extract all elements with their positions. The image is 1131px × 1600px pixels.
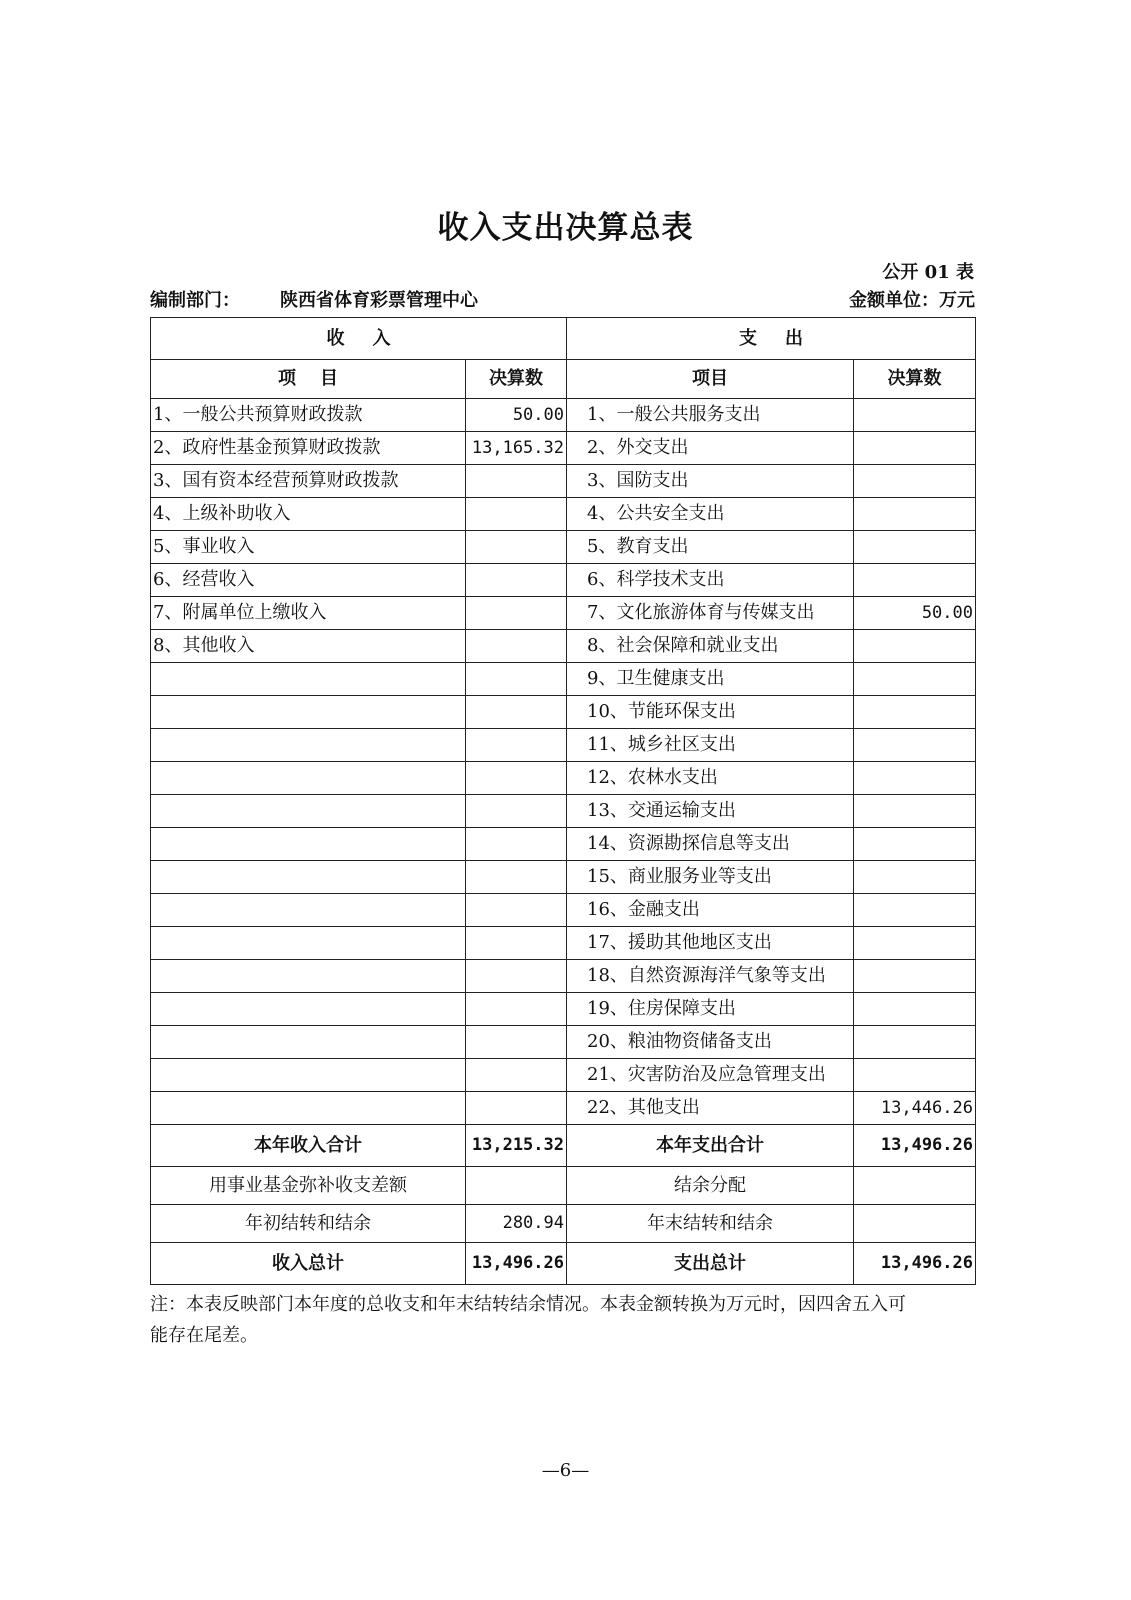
income-item-cell <box>151 729 466 762</box>
income-amount-cell <box>466 1059 567 1092</box>
year-income-total-value: 13,215.32 <box>466 1125 567 1167</box>
fund-label: 用事业基金弥补收支差额 <box>151 1167 466 1205</box>
expense-item-cell: 17、援助其他地区支出 <box>567 927 854 960</box>
amount-unit: 金额单位：万元 <box>849 290 975 311</box>
income-amount-cell <box>466 531 567 564</box>
income-amount-cell <box>466 729 567 762</box>
column-header-row <box>151 360 976 399</box>
income-item-cell: 3、国有资本经营预算财政拨款 <box>151 465 466 498</box>
table-row <box>151 1092 976 1125</box>
year-income-total-label: 本年收入合计 <box>151 1125 466 1167</box>
income-item-cell <box>151 1092 466 1125</box>
expense-amount-cell <box>854 894 976 927</box>
income-amount-cell: 50.00 <box>466 399 567 432</box>
expense-item-cell: 7、文化旅游体育与传媒支出 <box>567 597 854 630</box>
income-item-cell <box>151 1059 466 1092</box>
table-row <box>151 663 976 696</box>
table-row <box>151 927 976 960</box>
income-amount-cell: 13,165.32 <box>466 432 567 465</box>
expense-item-cell: 3、国防支出 <box>567 465 854 498</box>
income-item-cell: 1、一般公共预算财政拨款 <box>151 399 466 432</box>
expense-item-cell: 4、公共安全支出 <box>567 498 854 531</box>
expense-amount-cell <box>854 696 976 729</box>
income-expense-table <box>150 317 976 1285</box>
income-amount-cell <box>466 696 567 729</box>
expense-item-cell: 8、社会保障和就业支出 <box>567 630 854 663</box>
expense-item-cell: 9、卫生健康支出 <box>567 663 854 696</box>
footnote-line: 注：本表反映部门本年度的总收支和年末结转结余情况。本表金额转换为万元时，因四舍五入可 <box>150 1294 906 1315</box>
expense-amount-cell <box>854 993 976 1026</box>
expense-item-header: 项目 <box>567 360 854 399</box>
surplus-value <box>854 1167 976 1205</box>
expense-amount-cell <box>854 927 976 960</box>
table-row <box>151 498 976 531</box>
income-item-cell <box>151 795 466 828</box>
income-amount-cell <box>466 960 567 993</box>
income-amount-cell <box>466 927 567 960</box>
table-row <box>151 399 976 432</box>
fund-value <box>466 1167 567 1205</box>
income-item-cell: 8、其他收入 <box>151 630 466 663</box>
expense-item-cell: 22、其他支出 <box>567 1092 854 1125</box>
income-amount-cell <box>466 1026 567 1059</box>
table-row <box>151 795 976 828</box>
end-carryover-label: 年末结转和结余 <box>567 1205 854 1243</box>
income-amount-cell <box>466 564 567 597</box>
income-amount-cell <box>466 894 567 927</box>
income-amount-cell <box>466 1092 567 1125</box>
expense-item-cell: 1、一般公共服务支出 <box>567 399 854 432</box>
expense-amount-cell <box>854 630 976 663</box>
carryover-row <box>151 1205 976 1243</box>
table-row <box>151 762 976 795</box>
department-label: 编制部门： <box>150 290 240 311</box>
expense-amount-cell <box>854 465 976 498</box>
table-row <box>151 993 976 1026</box>
income-item-cell: 2、政府性基金预算财政拨款 <box>151 432 466 465</box>
table-row <box>151 696 976 729</box>
expense-grand-total-label: 支出总计 <box>567 1243 854 1285</box>
begin-carryover-value: 280.94 <box>466 1205 567 1243</box>
report-meta <box>150 286 975 312</box>
expense-grand-total-value: 13,496.26 <box>854 1243 976 1285</box>
expense-item-cell: 6、科学技术支出 <box>567 564 854 597</box>
expense-item-cell: 10、节能环保支出 <box>567 696 854 729</box>
income-amount-cell <box>466 762 567 795</box>
expense-item-cell: 15、商业服务业等支出 <box>567 861 854 894</box>
expense-amount-cell <box>854 960 976 993</box>
table-row <box>151 729 976 762</box>
income-amount-header: 决算数 <box>466 360 567 399</box>
table-row <box>151 597 976 630</box>
table-row <box>151 630 976 663</box>
income-item-header: 项目 <box>151 360 466 399</box>
table-row <box>151 465 976 498</box>
section-header-row <box>151 318 976 360</box>
income-item-cell <box>151 993 466 1026</box>
grand-total-row <box>151 1243 976 1285</box>
expense-item-cell: 16、金融支出 <box>567 894 854 927</box>
expense-item-cell: 11、城乡社区支出 <box>567 729 854 762</box>
expense-amount-cell <box>854 399 976 432</box>
expense-item-cell: 5、教育支出 <box>567 531 854 564</box>
income-amount-cell <box>466 993 567 1026</box>
table-row <box>151 564 976 597</box>
year-total-row <box>151 1125 976 1167</box>
expense-item-cell: 18、自然资源海洋气象等支出 <box>567 960 854 993</box>
expense-amount-cell <box>854 762 976 795</box>
surplus-label: 结余分配 <box>567 1167 854 1205</box>
expense-amount-cell <box>854 663 976 696</box>
table-row <box>151 960 976 993</box>
expense-item-cell: 21、灾害防治及应急管理支出 <box>567 1059 854 1092</box>
form-number: 公开 01 表 <box>882 262 974 283</box>
income-amount-cell <box>466 465 567 498</box>
expense-amount-cell <box>854 861 976 894</box>
expense-section-header: 支出 <box>567 318 976 360</box>
begin-carryover-label: 年初结转和结余 <box>151 1205 466 1243</box>
table-row <box>151 828 976 861</box>
expense-amount-header: 决算数 <box>854 360 976 399</box>
footnote-line: 能存在尾差。 <box>150 1325 258 1346</box>
expense-amount-cell <box>854 564 976 597</box>
income-amount-cell <box>466 828 567 861</box>
income-item-cell <box>151 861 466 894</box>
fund-row <box>151 1167 976 1205</box>
income-item-cell <box>151 894 466 927</box>
expense-amount-cell: 13,446.26 <box>854 1092 976 1125</box>
expense-amount-cell <box>854 828 976 861</box>
table-row <box>151 861 976 894</box>
expense-amount-cell <box>854 795 976 828</box>
income-amount-cell <box>466 663 567 696</box>
expense-item-cell: 13、交通运输支出 <box>567 795 854 828</box>
expense-item-cell: 14、资源勘探信息等支出 <box>567 828 854 861</box>
income-item-cell: 7、附属单位上缴收入 <box>151 597 466 630</box>
expense-item-cell: 20、粮油物资储备支出 <box>567 1026 854 1059</box>
expense-amount-cell <box>854 432 976 465</box>
page-number: —6— <box>541 1460 590 1481</box>
income-section-header: 收入 <box>151 318 567 360</box>
income-amount-cell <box>466 498 567 531</box>
table-row <box>151 432 976 465</box>
income-amount-cell <box>466 597 567 630</box>
end-carryover-value <box>854 1205 976 1243</box>
income-item-cell: 4、上级补助收入 <box>151 498 466 531</box>
income-item-cell: 6、经营收入 <box>151 564 466 597</box>
income-amount-cell <box>466 861 567 894</box>
expense-amount-cell <box>854 729 976 762</box>
table-row <box>151 1026 976 1059</box>
expense-item-cell: 19、住房保障支出 <box>567 993 854 1026</box>
expense-item-cell: 2、外交支出 <box>567 432 854 465</box>
table-row <box>151 1059 976 1092</box>
year-expense-total-value: 13,496.26 <box>854 1125 976 1167</box>
expense-amount-cell <box>854 1026 976 1059</box>
expense-amount-cell <box>854 498 976 531</box>
department-value: 陕西省体育彩票管理中心 <box>280 290 478 311</box>
page-title: 收入支出决算总表 <box>437 210 694 246</box>
income-item-cell <box>151 960 466 993</box>
footnote <box>150 1289 975 1351</box>
income-item-cell <box>151 1026 466 1059</box>
income-item-cell <box>151 696 466 729</box>
income-item-cell <box>151 762 466 795</box>
expense-item-cell: 12、农林水支出 <box>567 762 854 795</box>
expense-amount-cell: 50.00 <box>854 597 976 630</box>
year-expense-total-label: 本年支出合计 <box>567 1125 854 1167</box>
table-row <box>151 531 976 564</box>
income-grand-total-label: 收入总计 <box>151 1243 466 1285</box>
income-amount-cell <box>466 630 567 663</box>
expense-amount-cell <box>854 531 976 564</box>
income-item-cell <box>151 828 466 861</box>
income-item-cell <box>151 927 466 960</box>
income-grand-total-value: 13,496.26 <box>466 1243 567 1285</box>
expense-amount-cell <box>854 1059 976 1092</box>
table-row <box>151 894 976 927</box>
income-item-cell <box>151 663 466 696</box>
income-amount-cell <box>466 795 567 828</box>
income-item-cell: 5、事业收入 <box>151 531 466 564</box>
